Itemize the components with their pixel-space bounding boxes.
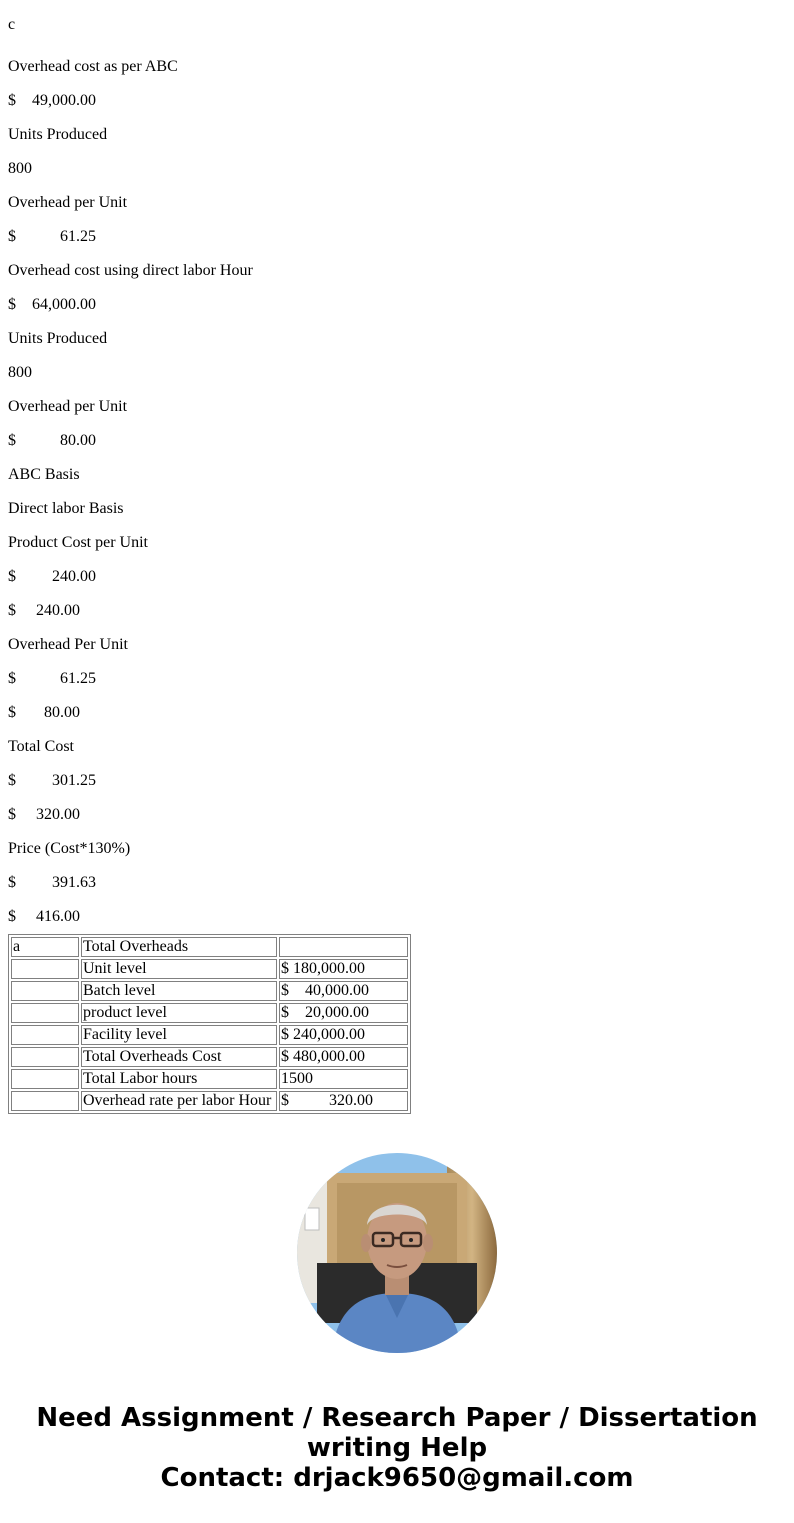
product-cost-abc: $ 240.00: [8, 568, 96, 585]
total-cost-dl: $ 320.00: [8, 806, 80, 823]
table-cell: Overhead rate per labor Hour: [81, 1091, 277, 1111]
table-cell: Batch level: [81, 981, 277, 1001]
units-produced-value: 800: [8, 160, 32, 177]
table-cell: [11, 1047, 79, 1067]
table-cell: a: [11, 937, 79, 957]
table-cell: [11, 1069, 79, 1089]
units-produced-label: Units Produced: [8, 126, 108, 143]
table-cell: $ 180,000.00: [279, 959, 408, 979]
contact-email: Contact: drjack9650@gmail.com: [160, 1463, 634, 1493]
table-cell: product level: [81, 1003, 277, 1023]
dl-overhead-label: Overhead cost using direct labor Hour: [8, 262, 253, 279]
price-label: Price (Cost*130%): [8, 840, 131, 857]
product-cost-label: Product Cost per Unit: [8, 534, 148, 551]
table-cell: [11, 981, 79, 1001]
table-row: [11, 1025, 408, 1045]
banner-line: writing Help: [306, 1433, 488, 1463]
units-produced-value: 800: [8, 364, 32, 381]
overhead-per-unit-value: $ 61.25: [8, 228, 96, 245]
overhead-per-unit-label: Overhead per Unit: [8, 398, 128, 415]
table-cell: [11, 1003, 79, 1023]
overhead-per-unit-value: $ 80.00: [8, 432, 96, 449]
table-cell: Unit level: [81, 959, 277, 979]
units-produced-label: Units Produced: [8, 330, 108, 347]
section-letter: c: [8, 16, 16, 33]
table-cell: [11, 1091, 79, 1111]
table-cell: Total Overheads Cost: [81, 1047, 277, 1067]
table-row: [11, 937, 408, 957]
table-row: [11, 1047, 408, 1067]
dl-overhead-value: $ 64,000.00: [8, 296, 96, 313]
dl-basis-heading: Direct labor Basis: [8, 500, 124, 517]
overheads-table: [8, 934, 411, 1114]
table-cell: Total Overheads: [81, 937, 277, 957]
author-photo-icon: [297, 1153, 497, 1353]
total-cost-abc: $ 301.25: [8, 772, 96, 789]
table-row: [11, 1091, 408, 1111]
table-cell: $ 480,000.00: [279, 1047, 408, 1067]
abc-basis-heading: ABC Basis: [8, 466, 80, 483]
paragraph-list: [8, 16, 786, 934]
overhead-unit-label: Overhead Per Unit: [8, 636, 128, 653]
contact-banner: [0, 1403, 794, 1493]
abc-overhead-label: Overhead cost as per ABC: [8, 58, 178, 75]
price-abc: $ 391.63: [8, 874, 96, 891]
total-cost-label: Total Cost: [8, 738, 74, 755]
table-row: [11, 1069, 408, 1089]
table-cell: [279, 937, 408, 957]
table-row: [11, 981, 408, 1001]
table-cell: $ 40,000.00: [279, 981, 408, 1001]
table-cell: 1500: [279, 1069, 408, 1089]
abc-overhead-value: $ 49,000.00: [8, 92, 96, 109]
table-cell: Facility level: [81, 1025, 277, 1045]
table-cell: [11, 1025, 79, 1045]
price-dl: $ 416.00: [8, 908, 80, 925]
table-row: [11, 959, 408, 979]
banner-line: Need Assignment / Research Paper / Dissertation: [36, 1403, 758, 1433]
table-cell: [11, 959, 79, 979]
overhead-unit-abc: $ 61.25: [8, 670, 96, 687]
table-row: [11, 1003, 408, 1023]
table-cell: $ 320.00: [279, 1091, 408, 1111]
table-cell: Total Labor hours: [81, 1069, 277, 1089]
overhead-unit-dl: $ 80.00: [8, 704, 80, 721]
overhead-per-unit-label: Overhead per Unit: [8, 194, 128, 211]
table-cell: $ 20,000.00: [279, 1003, 408, 1023]
author-avatar: [297, 1153, 497, 1353]
table-cell: $ 240,000.00: [279, 1025, 408, 1045]
product-cost-dl: $ 240.00: [8, 602, 80, 619]
